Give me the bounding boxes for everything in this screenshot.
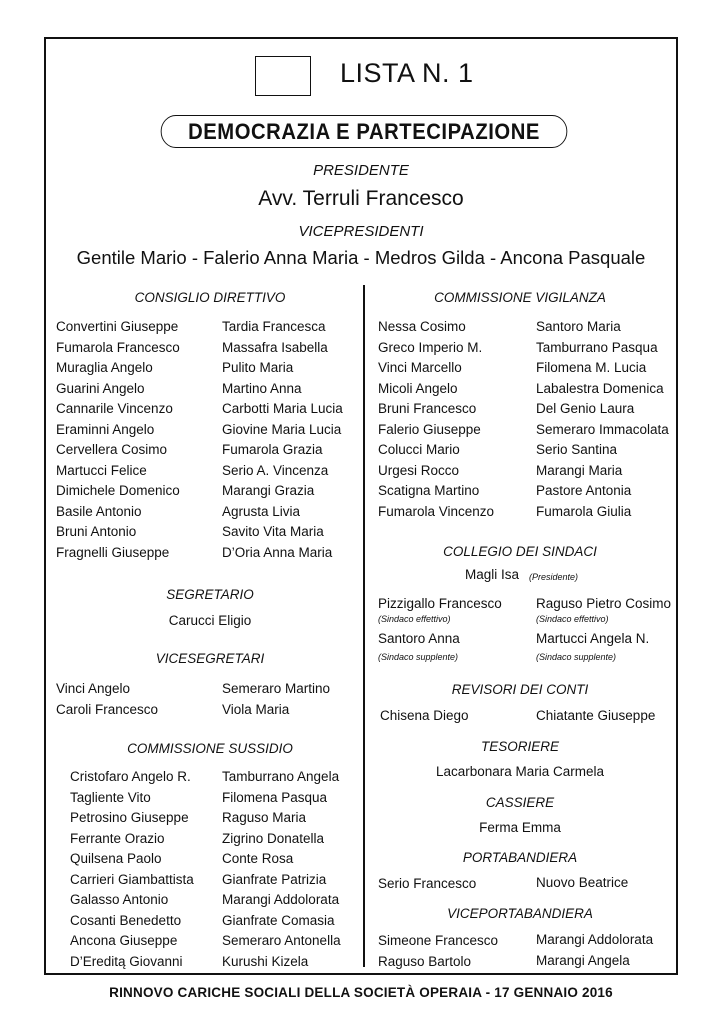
consiglio-col1 <box>56 317 180 563</box>
list-item: Semeraro Antonella <box>222 933 341 948</box>
tesoriere-name: Lacarbonara Maria Carmela <box>435 764 605 779</box>
viceportabandiera-col1 <box>378 931 498 972</box>
list-item: Marangi Angela <box>536 952 630 968</box>
list-item: Ancona Giuseppe <box>70 933 178 948</box>
viceportabandiera-title: VICEPORTABANDIERA <box>447 906 593 921</box>
party-name: DEMOCRAZIA E PARTECIPAZIONE <box>161 115 568 148</box>
list-item: D’Ereditą Giovanni <box>70 953 183 969</box>
footer-caption: RINNOVO CARICHE SOCIALI DELLA SOCIETÀ OPERAIA - 17 GENNAIO 2016 <box>109 985 613 1000</box>
list-item: Muraglia Angelo <box>56 360 153 375</box>
list-item: Caroli Francesco <box>56 701 159 717</box>
portabandiera-name: Nuovo Beatrice <box>536 875 629 890</box>
list-item: Fragnelli Giuseppe <box>56 544 170 560</box>
list-item: D’Oria Anna Maria <box>222 544 333 560</box>
sindaco-name: Raguso Pietro Cosimo <box>536 596 672 611</box>
list-number: LISTA N. 1 <box>340 58 474 88</box>
sindaco-role: (Sindaco supplente) <box>378 652 459 662</box>
column-divider <box>363 285 365 967</box>
list-item: Tardia Francesca <box>222 319 326 334</box>
list-item: Petrosino Giuseppe <box>70 810 189 825</box>
list-item: Scatigna Martino <box>378 483 480 498</box>
list-item: Convertini Giuseppe <box>56 319 179 334</box>
revisore-name: Chisena Diego <box>380 708 469 723</box>
presidente-name: Avv. Terruli Francesco <box>258 187 464 210</box>
list-item: Ferrante Orazio <box>70 830 165 846</box>
list-item: Fumarola Grazia <box>222 442 323 457</box>
list-item: Martucci Felice <box>56 462 147 478</box>
list-item: Cosanti Benedetto <box>70 912 182 928</box>
list-item: Gianfrate Comasia <box>222 912 335 928</box>
list-item: Marangi Addolorata <box>536 932 654 947</box>
list-item: Fumarola Giulia <box>536 503 632 519</box>
portabandiera-name: Serio Francesco <box>378 876 477 891</box>
list-item: Vinci Marcello <box>378 360 462 375</box>
list-item: Dimichele Domenico <box>56 483 180 498</box>
sindaci-presidente-role: (Presidente) <box>529 572 579 582</box>
list-item: Marangi Addolorata <box>222 892 340 907</box>
list-item: Pulito Maria <box>222 360 294 375</box>
sindaco-name: Martucci Angela N. <box>536 631 650 646</box>
consiglio-title: CONSIGLIO DIRETTIVO <box>134 290 286 305</box>
sindaco-name: Pizzigallo Francesco <box>378 596 502 611</box>
list-item: Bruni Antonio <box>56 524 137 539</box>
ballot-checkbox[interactable] <box>255 56 311 96</box>
list-item: Marangi Grazia <box>222 483 315 498</box>
revisori-title: REVISORI DEI CONTI <box>451 682 589 697</box>
vigilanza-col2 <box>536 317 669 522</box>
list-item: Bruni Francesco <box>378 401 477 416</box>
list-item: Santoro Maria <box>536 319 621 334</box>
tesoriere-title: TESORIERE <box>480 739 559 754</box>
sindaci-presidente-name: Magli Isa <box>465 567 520 582</box>
list-item: Falerio Giuseppe <box>378 421 481 437</box>
list-item: Quilsena Paolo <box>70 851 162 866</box>
list-item: Simeone Francesco <box>378 933 499 948</box>
list-item: Martino Anna <box>222 380 302 396</box>
list-item: Viola Maria <box>222 701 290 717</box>
vigilanza-col1 <box>378 317 494 522</box>
sindaci-title: COLLEGIO DEI SINDACI <box>443 544 597 559</box>
list-item: Filomena Pasqua <box>222 789 328 805</box>
list-item: Del Genio Laura <box>536 401 635 416</box>
list-item: Tamburrano Angela <box>222 769 340 784</box>
sindaco-name: Santoro Anna <box>378 631 460 646</box>
list-item: Massafra Isabella <box>222 339 328 355</box>
list-item: Raguso Bartolo <box>378 953 472 969</box>
vicesegretari-title: VICESEGRETARI <box>155 651 265 666</box>
sindaco-role: (Sindaco effettivo) <box>536 614 609 624</box>
segretario-name: Carucci Eligio <box>168 613 252 628</box>
list-item: Giovine Maria Lucia <box>222 421 342 437</box>
portabandiera-title: PORTABANDIERA <box>462 850 578 865</box>
revisore-name: Chiatante Giuseppe <box>536 708 656 723</box>
list-item: Serio A. Vincenza <box>222 462 329 478</box>
list-item: Carrieri Giambattista <box>70 871 194 887</box>
vicesegretari-col2 <box>222 679 330 720</box>
list-item: Carbotti Maria Lucia <box>222 401 343 416</box>
vicepresidenti-title: VICEPRESIDENTI <box>298 223 424 240</box>
list-item: Filomena M. Lucia <box>536 360 647 375</box>
list-item: Savito Vita Maria <box>222 524 324 539</box>
presidente-title: PRESIDENTE <box>313 162 409 179</box>
sindaco-role: (Sindaco supplente) <box>536 652 617 662</box>
vigilanza-title: COMMISSIONE VIGILANZA <box>434 290 606 305</box>
sussidio-col2 <box>222 767 341 972</box>
vicesegretari-col1 <box>56 679 158 720</box>
list-item: Gianfrate Patrizia <box>222 871 327 887</box>
list-item: Tamburrano Pasqua <box>536 339 658 355</box>
list-item: Guarini Angelo <box>56 380 145 396</box>
sussidio-title: COMMISSIONE SUSSIDIO <box>127 741 293 756</box>
sindaco-role: (Sindaco effettivo) <box>378 614 451 624</box>
list-item: Nessa Cosimo <box>378 319 466 334</box>
list-item: Fumarola Francesco <box>56 339 180 355</box>
list-item: Fumarola Vincenzo <box>378 503 495 519</box>
list-item: Zigrino Donatella <box>222 830 325 846</box>
consiglio-col2 <box>222 317 343 563</box>
list-item: Kurushi Kizela <box>222 953 309 969</box>
list-item: Cervellera Cosimo <box>56 442 168 457</box>
list-item: Colucci Mario <box>378 442 460 457</box>
list-item: Semeraro Immacolata <box>536 421 669 437</box>
list-item: Eraminni Angelo <box>56 421 155 437</box>
list-item: Marangi Maria <box>536 462 623 478</box>
list-item: Serio Santina <box>536 442 618 457</box>
list-item: Urgesi Rocco <box>378 462 460 478</box>
cassiere-title: CASSIERE <box>485 795 555 810</box>
list-item: Conte Rosa <box>222 851 294 866</box>
vicepresidenti-names: Gentile Mario - Falerio Anna Maria - Medros Gilda - Ancona Pasquale <box>76 247 646 268</box>
list-item: Agrusta Livia <box>222 503 301 519</box>
cassiere-name: Ferma Emma <box>479 820 561 835</box>
segretario-title: SEGRETARIO <box>166 587 254 602</box>
list-item: Pastore Antonia <box>536 483 632 498</box>
list-item: Galasso Antonio <box>70 892 169 907</box>
list-item: Cannarile Vincenzo <box>56 401 173 416</box>
list-item: Tagliente Vito <box>70 789 151 805</box>
list-item: Cristofaro Angelo R. <box>70 769 191 784</box>
list-item: Labalestra Domenica <box>536 380 664 396</box>
list-item: Basile Antonio <box>56 503 142 519</box>
sussidio-col1 <box>70 767 194 972</box>
list-item: Raguso Maria <box>222 810 307 825</box>
list-item: Micoli Angelo <box>378 380 458 396</box>
viceportabandiera-col2 <box>536 930 653 971</box>
list-item: Vinci Angelo <box>56 681 131 696</box>
list-item: Greco Imperio M. <box>378 339 483 355</box>
list-item: Semeraro Martino <box>222 681 331 696</box>
